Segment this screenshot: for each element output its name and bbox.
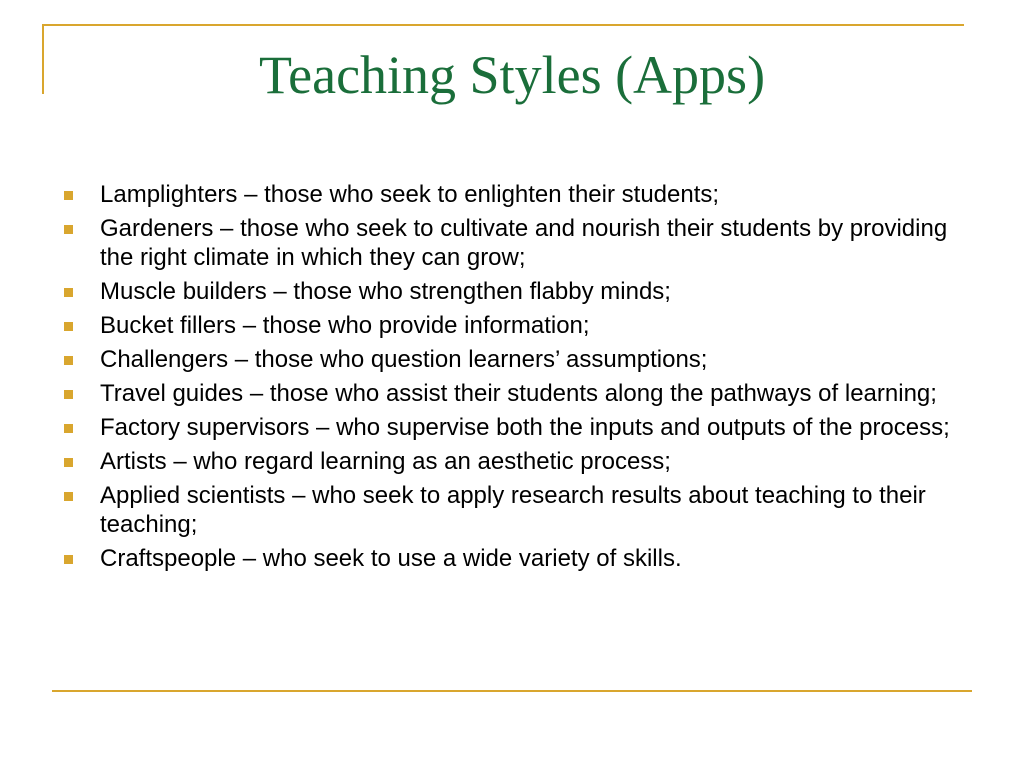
square-bullet-icon [64, 555, 73, 564]
list-item [62, 481, 962, 539]
list-item [62, 345, 962, 374]
slide-title: Teaching Styles (Apps) [258, 45, 766, 105]
bullet-text: Applied scientists – who seek to apply research results about teaching to their teaching; [100, 482, 926, 538]
square-bullet-icon [64, 322, 73, 331]
square-bullet-icon [64, 492, 73, 501]
bullet-text: Lamplighters – those who seek to enlighten their students; [100, 181, 720, 208]
list-item [62, 311, 962, 340]
bottom-divider [52, 690, 972, 692]
list-item [62, 180, 962, 209]
bullet-text: Factory supervisors – who supervise both the inputs and outputs of the process; [100, 414, 950, 441]
square-bullet-icon [64, 390, 73, 399]
square-bullet-icon [64, 356, 73, 365]
bullet-text: Bucket fillers – those who provide information; [100, 312, 590, 339]
list-item [62, 413, 962, 442]
bullet-text: Travel guides – those who assist their students along the pathways of learning; [100, 380, 937, 407]
square-bullet-icon [64, 288, 73, 297]
bullet-text: Craftspeople – who seek to use a wide variety of skills. [100, 545, 682, 572]
bullet-list [62, 180, 962, 578]
bullet-text: Muscle builders – those who strengthen flabby minds; [100, 278, 671, 305]
bullet-text: Gardeners – those who seek to cultivate and nourish their students by providing the right climate in which they can grow; [100, 215, 948, 271]
list-item [62, 544, 962, 573]
square-bullet-icon [64, 225, 73, 234]
list-item [62, 277, 962, 306]
square-bullet-icon [64, 458, 73, 467]
list-item [62, 447, 962, 476]
list-item [62, 379, 962, 408]
bullet-text: Artists – who regard learning as an aesthetic process; [100, 448, 671, 475]
top-divider [44, 24, 964, 26]
bullet-text: Challengers – those who question learners’ assumptions; [100, 346, 708, 373]
list-item [62, 214, 962, 272]
square-bullet-icon [64, 424, 73, 433]
square-bullet-icon [64, 191, 73, 200]
